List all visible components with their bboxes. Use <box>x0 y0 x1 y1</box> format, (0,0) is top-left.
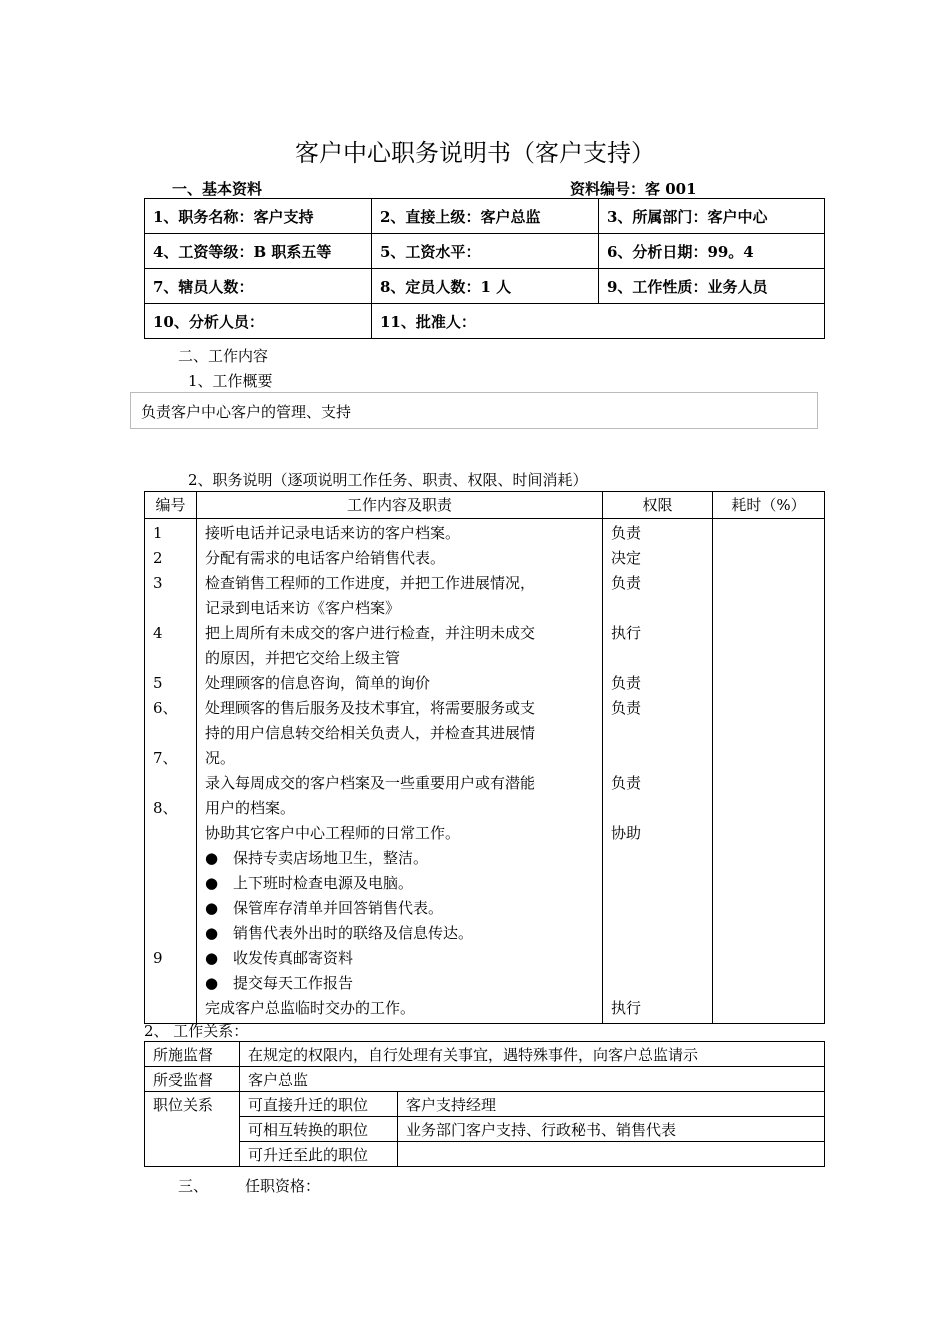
basic-row <box>145 199 825 234</box>
duties-header-row <box>145 492 825 519</box>
bullet-item: ● 保管库存清单并回答销售代表。 <box>205 896 594 921</box>
duty-number <box>153 846 188 871</box>
duty-number <box>153 596 188 621</box>
duty-number: 7、 <box>153 749 178 767</box>
basic-cell: 6、分析日期：99。4 <box>599 234 825 269</box>
supervised-label: 所受监督 <box>145 1067 240 1092</box>
section1-heading: 一、基本资料 <box>172 180 263 198</box>
duties-body-row <box>145 519 825 1024</box>
duty-number: 8、 <box>153 799 178 817</box>
duty-authority: 协助 <box>611 824 642 842</box>
duty-number: 3 <box>153 574 163 592</box>
basic-row <box>145 304 825 339</box>
duty-number: 6、 <box>153 699 178 717</box>
position-type: 可相互转换的职位 <box>240 1117 398 1142</box>
duty-line: 协助其它客户中心工程师的日常工作。 <box>205 824 461 842</box>
bullet-item: ● 上下班时检查电源及电脑。 <box>205 871 594 896</box>
duty-number <box>153 896 188 921</box>
duty-content-column <box>197 519 603 1024</box>
section2-heading: 二、工作内容 <box>178 347 269 365</box>
duty-authority: 执行 <box>611 624 642 642</box>
duty-authority: 负责 <box>611 574 642 592</box>
supervise-value: 在规定的权限内，自行处理有关事宜，遇特殊事件，向客户总监请示 <box>240 1042 825 1067</box>
duty-number <box>153 921 188 946</box>
duty-authority: 负责 <box>611 524 642 542</box>
position-label: 职位关系 <box>145 1092 240 1167</box>
duty-line: 分配有需求的电话客户给销售代表。 <box>205 549 446 567</box>
duty-authority <box>611 946 704 971</box>
basic-cell: 11、批准人： <box>372 304 825 339</box>
basic-cell: 4、工资等级：B 职系五等 <box>145 234 372 269</box>
relations-row <box>145 1142 825 1167</box>
bullet-item: ● 销售代表外出时的联络及信息传达。 <box>205 921 594 946</box>
duty-number <box>153 771 188 796</box>
duty-authority <box>611 871 704 896</box>
duty-authority: 执行 <box>611 999 642 1017</box>
duty-number: 4 <box>153 624 163 642</box>
basic-cell: 5、工资水平： <box>372 234 599 269</box>
basic-row <box>145 234 825 269</box>
duty-authority-column <box>603 519 713 1024</box>
position-value: 业务部门客户支持、行政秘书、销售代表 <box>398 1117 825 1142</box>
duty-authority <box>611 596 704 621</box>
duties-heading: 2、职务说明（逐项说明工作任务、职责、权限、时间消耗） <box>188 471 588 489</box>
relations-table <box>144 1041 825 1167</box>
duty-authority <box>611 896 704 921</box>
section3-number: 三、 <box>178 1177 209 1195</box>
duty-line: 接听电话并记录电话来访的客户档案。 <box>205 524 461 542</box>
relations-row <box>145 1092 825 1117</box>
duty-line: 用户的档案。 <box>205 799 296 817</box>
bullet-item: ● 保持专卖店场地卫生，整洁。 <box>205 846 594 871</box>
duty-line: 录入每周成交的客户档案及一些重要用户或有潜能 <box>205 774 536 792</box>
duty-number: 2 <box>153 549 163 567</box>
duty-number: 9 <box>153 949 163 967</box>
duty-authority <box>611 846 704 871</box>
duty-number <box>153 871 188 896</box>
duty-authority <box>611 921 704 946</box>
doc-number: 资料编号：客 001 <box>570 180 697 198</box>
position-type: 可升迁至此的职位 <box>240 1142 398 1167</box>
basic-row <box>145 269 825 304</box>
duty-line: 处理顾客的信息咨询，简单的询价 <box>205 674 431 692</box>
duty-number: 1 <box>153 524 163 542</box>
position-value <box>398 1142 825 1167</box>
duty-time-column <box>713 519 825 1024</box>
header-number: 编号 <box>145 492 197 519</box>
supervised-value: 客户总监 <box>240 1067 825 1092</box>
relations-row <box>145 1067 825 1092</box>
duty-line: 完成客户总监临时交办的工作。 <box>205 999 416 1017</box>
duty-line: 处理顾客的售后服务及技术事宜，将需要服务或支 <box>205 699 536 717</box>
duty-line: 的原因，并把它交给上级主管 <box>205 649 401 667</box>
duty-line: 把上周所有未成交的客户进行检查，并注明未成交 <box>205 624 536 642</box>
supervise-label: 所施监督 <box>145 1042 240 1067</box>
relations-row <box>145 1117 825 1142</box>
duty-number <box>153 721 188 746</box>
duty-authority: 负责 <box>611 774 642 792</box>
basic-cell: 3、所属部门：客户中心 <box>599 199 825 234</box>
duty-authority <box>611 646 704 671</box>
duty-authority <box>611 796 704 821</box>
duty-authority <box>611 971 704 996</box>
basic-cell: 10、分析人员： <box>145 304 372 339</box>
work-summary-box: 负责客户中心客户的管理、支持 <box>130 392 818 429</box>
basic-cell: 7、辖员人数： <box>145 269 372 304</box>
duty-line: 记录到电话来访《客户档案》 <box>205 599 401 617</box>
duty-line: 况。 <box>205 749 236 767</box>
bullet-item: ● 收发传真邮寄资料 <box>205 946 594 971</box>
duties-table <box>144 491 825 1024</box>
bullet-item: ● 提交每天工作报告 <box>205 971 594 996</box>
basic-cell: 2、直接上级：客户总监 <box>372 199 599 234</box>
header-time: 耗时（%） <box>713 492 825 519</box>
relations-heading: 2、 工作关系： <box>144 1022 249 1040</box>
duty-number <box>153 646 188 671</box>
position-value: 客户支持经理 <box>398 1092 825 1117</box>
basic-info-table <box>144 198 825 339</box>
basic-cell: 9、工作性质：业务人员 <box>599 269 825 304</box>
duty-authority <box>611 721 704 746</box>
duty-authority <box>611 746 704 771</box>
relations-row <box>145 1042 825 1067</box>
basic-cell: 8、定员人数：1 人 <box>372 269 599 304</box>
page-title: 客户中心职务说明书（客户支持） <box>295 139 655 167</box>
duty-authority: 决定 <box>611 549 642 567</box>
duty-authority: 负责 <box>611 674 642 692</box>
duty-line: 持的用户信息转交给相关负责人，并检查其进展情 <box>205 724 536 742</box>
work-summary-heading: 1、工作概要 <box>188 372 273 390</box>
section3-heading: 任职资格： <box>245 1177 321 1195</box>
header-authority: 权限 <box>603 492 713 519</box>
position-type: 可直接升迁的职位 <box>240 1092 398 1117</box>
duty-number: 5 <box>153 674 163 692</box>
duty-authority: 负责 <box>611 699 642 717</box>
header-content: 工作内容及职责 <box>197 492 603 519</box>
duty-number <box>153 821 188 846</box>
duty-number-column <box>145 519 197 1024</box>
duty-line: 检查销售工程师的工作进度，并把工作进展情况， <box>205 574 536 592</box>
basic-cell: 1、职务名称：客户支持 <box>145 199 372 234</box>
